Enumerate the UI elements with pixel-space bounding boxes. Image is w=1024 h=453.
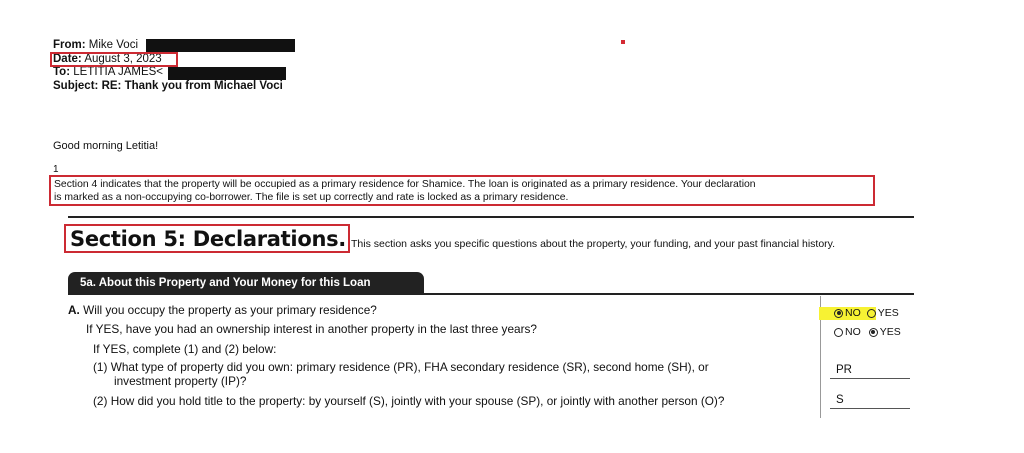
question-ownership: If YES, have you had an ownership interest in another property in the last three years? (86, 322, 537, 336)
question-a-no-radio[interactable] (834, 309, 843, 318)
answer-q1-underline (830, 378, 910, 379)
question-a-yes-radio[interactable] (867, 309, 876, 318)
redaction-bar-to (168, 67, 286, 80)
tab-rule (68, 293, 914, 295)
date-value: August 3, 2023 (84, 52, 162, 65)
subject-line (53, 80, 283, 94)
greeting: Good morning Letitia! (53, 140, 159, 152)
question-1-line-2: investment property (IP)? (114, 374, 247, 388)
question-a-no-label: NO (845, 307, 861, 319)
question-a (68, 303, 377, 317)
note-line-1: Section 4 indicates that the property will be occupied as a primary residence for Shamice. The loan is originated as a primary residence. Your declaration (54, 179, 756, 190)
ownership-no-radio[interactable] (834, 328, 843, 337)
ownership-yes-radio[interactable] (869, 328, 878, 337)
question-a-letter: A. (68, 303, 80, 317)
ownership-no-label: NO (845, 326, 861, 338)
date-label: Date: (53, 52, 82, 65)
to-value: LETITIA JAMES< (73, 66, 164, 78)
section-5a-tab-label: 5a. About this Property and Your Money for this Loan (80, 277, 371, 289)
note-number: 1 (53, 164, 59, 175)
question-a-yes-label: YES (877, 307, 899, 319)
redaction-bar-from (146, 39, 295, 52)
question-2: (2) How did you hold title to the property: by yourself (S), jointly with your spouse (SP), or jointly with another person (O)? (93, 394, 725, 408)
note-text (54, 179, 756, 204)
section-subtitle: This section asks you specific questions about the property, your funding, and your past financial history. (351, 238, 836, 250)
form-top-rule (68, 216, 914, 218)
note-line-2: is marked as a non-occupying co-borrower. The file is set up correctly and rate is locked as a primary residence. (54, 191, 569, 203)
answer-q2-underline (830, 408, 910, 409)
ownership-radio-group (834, 326, 901, 338)
section-title: Section 5: Declarations. (70, 227, 346, 251)
answer-q2-value[interactable]: S (836, 394, 844, 406)
red-mark (621, 40, 625, 44)
question-1-line-1: (1) What type of property did you own: primary residence (PR), FHA secondary residence (SR), second home (SH), or (93, 360, 709, 374)
question-a-text: Will you occupy the property as your primary residence? (83, 303, 377, 317)
to-label: To: (53, 66, 71, 78)
subject-label: Subject: (53, 79, 99, 92)
question-complete-instruction: If YES, complete (1) and (2) below: (93, 342, 277, 356)
date-annotation-box (50, 52, 178, 67)
answer-q1-value[interactable]: PR (836, 364, 852, 376)
subject-value: RE: Thank you from Michael Voci (101, 79, 283, 92)
section-5a-tab (68, 272, 424, 294)
question-a-radio-group (834, 307, 899, 319)
ownership-yes-label: YES (879, 326, 901, 338)
from-value: Mike Voci (88, 39, 139, 51)
from-label: From: (53, 39, 86, 51)
